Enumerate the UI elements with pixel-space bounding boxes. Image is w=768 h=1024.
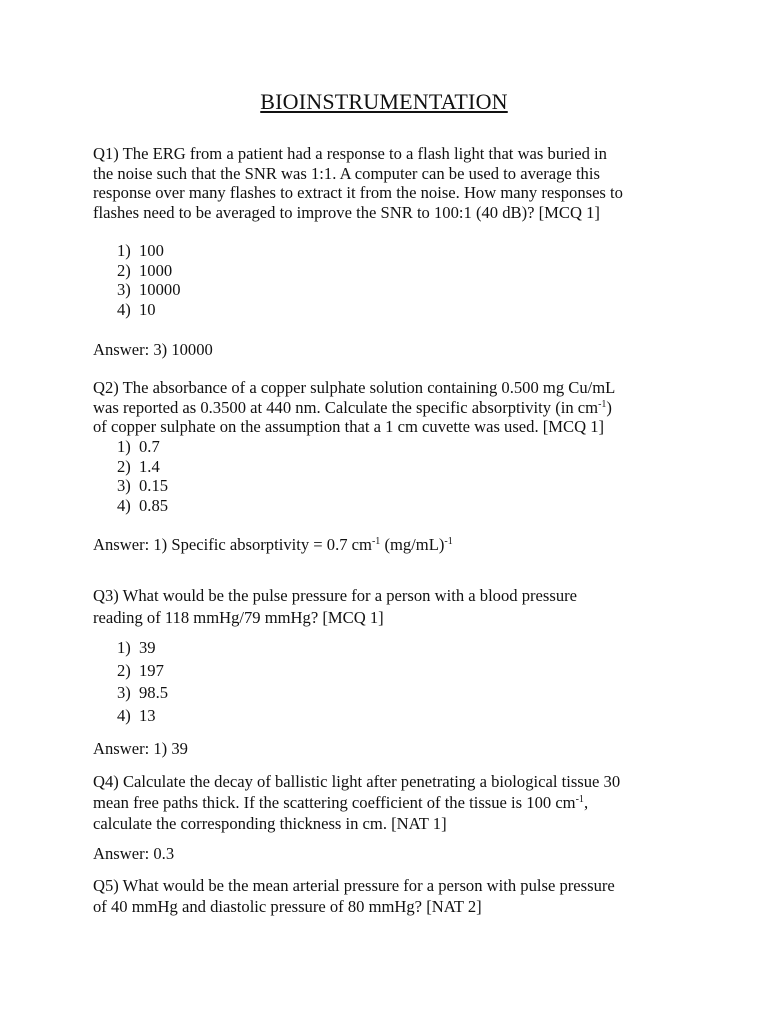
option-number: 2) xyxy=(117,456,131,476)
option-text: 0.15 xyxy=(139,476,169,496)
option-item xyxy=(117,476,517,496)
option-number: 4) xyxy=(117,299,131,319)
question-3-options xyxy=(117,637,517,727)
option-item xyxy=(117,300,517,320)
question-2-line: of copper sulphate on the assumption that a 1 cm cuvette was used. [MCQ 1] xyxy=(93,417,605,437)
superscript: -1 xyxy=(575,794,584,805)
question-3-text xyxy=(93,585,693,629)
option-number: 3) xyxy=(117,683,131,702)
question-4-line: Q4) Calculate the decay of ballistic light after penetrating a biological tissue 30 xyxy=(93,772,621,791)
option-text: 10000 xyxy=(139,280,181,300)
option-number: 1) xyxy=(117,437,131,456)
question-2-text xyxy=(93,378,693,437)
question-3-line: reading of 118 mmHg/79 mmHg? [MCQ 1] xyxy=(93,608,384,627)
question-4-line: calculate the corresponding thickness in cm. [NAT 1] xyxy=(93,814,447,833)
option-item xyxy=(117,705,517,728)
superscript: -1 xyxy=(371,536,381,547)
option-text: 197 xyxy=(139,660,164,680)
question-2-answer xyxy=(93,535,693,555)
option-text: 39 xyxy=(139,638,156,657)
option-number: 2) xyxy=(117,260,131,280)
option-text: 1.4 xyxy=(139,456,160,476)
page-title: BIOINSTRUMENTATION xyxy=(260,89,508,114)
question-2-line-text: was reported as 0.3500 at 440 nm. Calculate the specific absorptivity (in cm xyxy=(93,397,599,417)
option-item xyxy=(117,682,517,705)
option-item xyxy=(117,496,517,516)
question-1-line: Q1) The ERG from a patient had a response to a flash light that was buried in xyxy=(93,144,607,163)
question-1-answer: Answer: 3) 10000 xyxy=(93,340,213,359)
question-2-options xyxy=(117,437,517,515)
question-5-line: Q5) What would be the mean arterial pressure for a person with pulse pressure xyxy=(93,876,615,895)
question-4-line-text: , xyxy=(583,793,589,812)
option-item xyxy=(117,660,517,683)
question-1-line: response over many flashes to extract it from the noise. How many responses to xyxy=(93,183,623,203)
question-2-answer-line xyxy=(93,535,693,555)
answer-text: Answer: 1) Specific absorptivity = 0.7 cm xyxy=(93,535,372,554)
question-2-line: Q2) The absorbance of a copper sulphate solution containing 0.500 mg Cu/mL xyxy=(93,378,616,397)
question-4-line xyxy=(93,792,693,813)
option-text: 0.85 xyxy=(139,495,169,515)
question-1-line: flashes need to be averaged to improve the SNR to 100:1 (40 dB)? [MCQ 1] xyxy=(93,202,600,222)
option-text: 0.7 xyxy=(139,437,160,456)
option-text: 10 xyxy=(139,299,156,319)
option-number: 3) xyxy=(117,476,131,496)
question-5-line: of 40 mmHg and diastolic pressure of 80 mmHg? [NAT 2] xyxy=(93,897,482,916)
option-number: 3) xyxy=(117,280,131,300)
question-1-options xyxy=(117,241,517,319)
question-2-line xyxy=(93,398,693,418)
option-number: 4) xyxy=(117,705,131,725)
option-item xyxy=(117,437,517,457)
option-text: 100 xyxy=(139,241,164,260)
question-4-answer: Answer: 0.3 xyxy=(93,844,175,863)
option-number: 1) xyxy=(117,638,131,657)
question-5-text xyxy=(93,875,693,917)
option-text: 13 xyxy=(139,705,156,725)
option-text: 1000 xyxy=(139,260,173,280)
option-item xyxy=(117,457,517,477)
question-4-line-text: mean free paths thick. If the scattering coefficient of the tissue is 100 cm xyxy=(93,793,576,812)
option-item xyxy=(117,261,517,281)
question-4-text xyxy=(93,771,693,834)
option-item xyxy=(117,241,517,261)
question-1-text xyxy=(93,144,693,222)
option-item xyxy=(117,280,517,300)
superscript: -1 xyxy=(598,398,607,410)
question-1-line: the noise such that the SNR was 1:1. A computer can be used to average this xyxy=(93,163,600,183)
option-text: 98.5 xyxy=(139,683,169,702)
option-item xyxy=(117,637,517,660)
option-number: 1) xyxy=(117,241,131,260)
option-number: 2) xyxy=(117,660,131,680)
question-3-answer: Answer: 1) 39 xyxy=(93,739,188,758)
answer-text: (mg/mL) xyxy=(380,535,445,554)
superscript: -1 xyxy=(444,536,453,547)
question-2-line-text: ) xyxy=(606,397,612,417)
question-3-line: Q3) What would be the pulse pressure for a person with a blood pressure xyxy=(93,586,578,605)
option-number: 4) xyxy=(117,495,131,515)
